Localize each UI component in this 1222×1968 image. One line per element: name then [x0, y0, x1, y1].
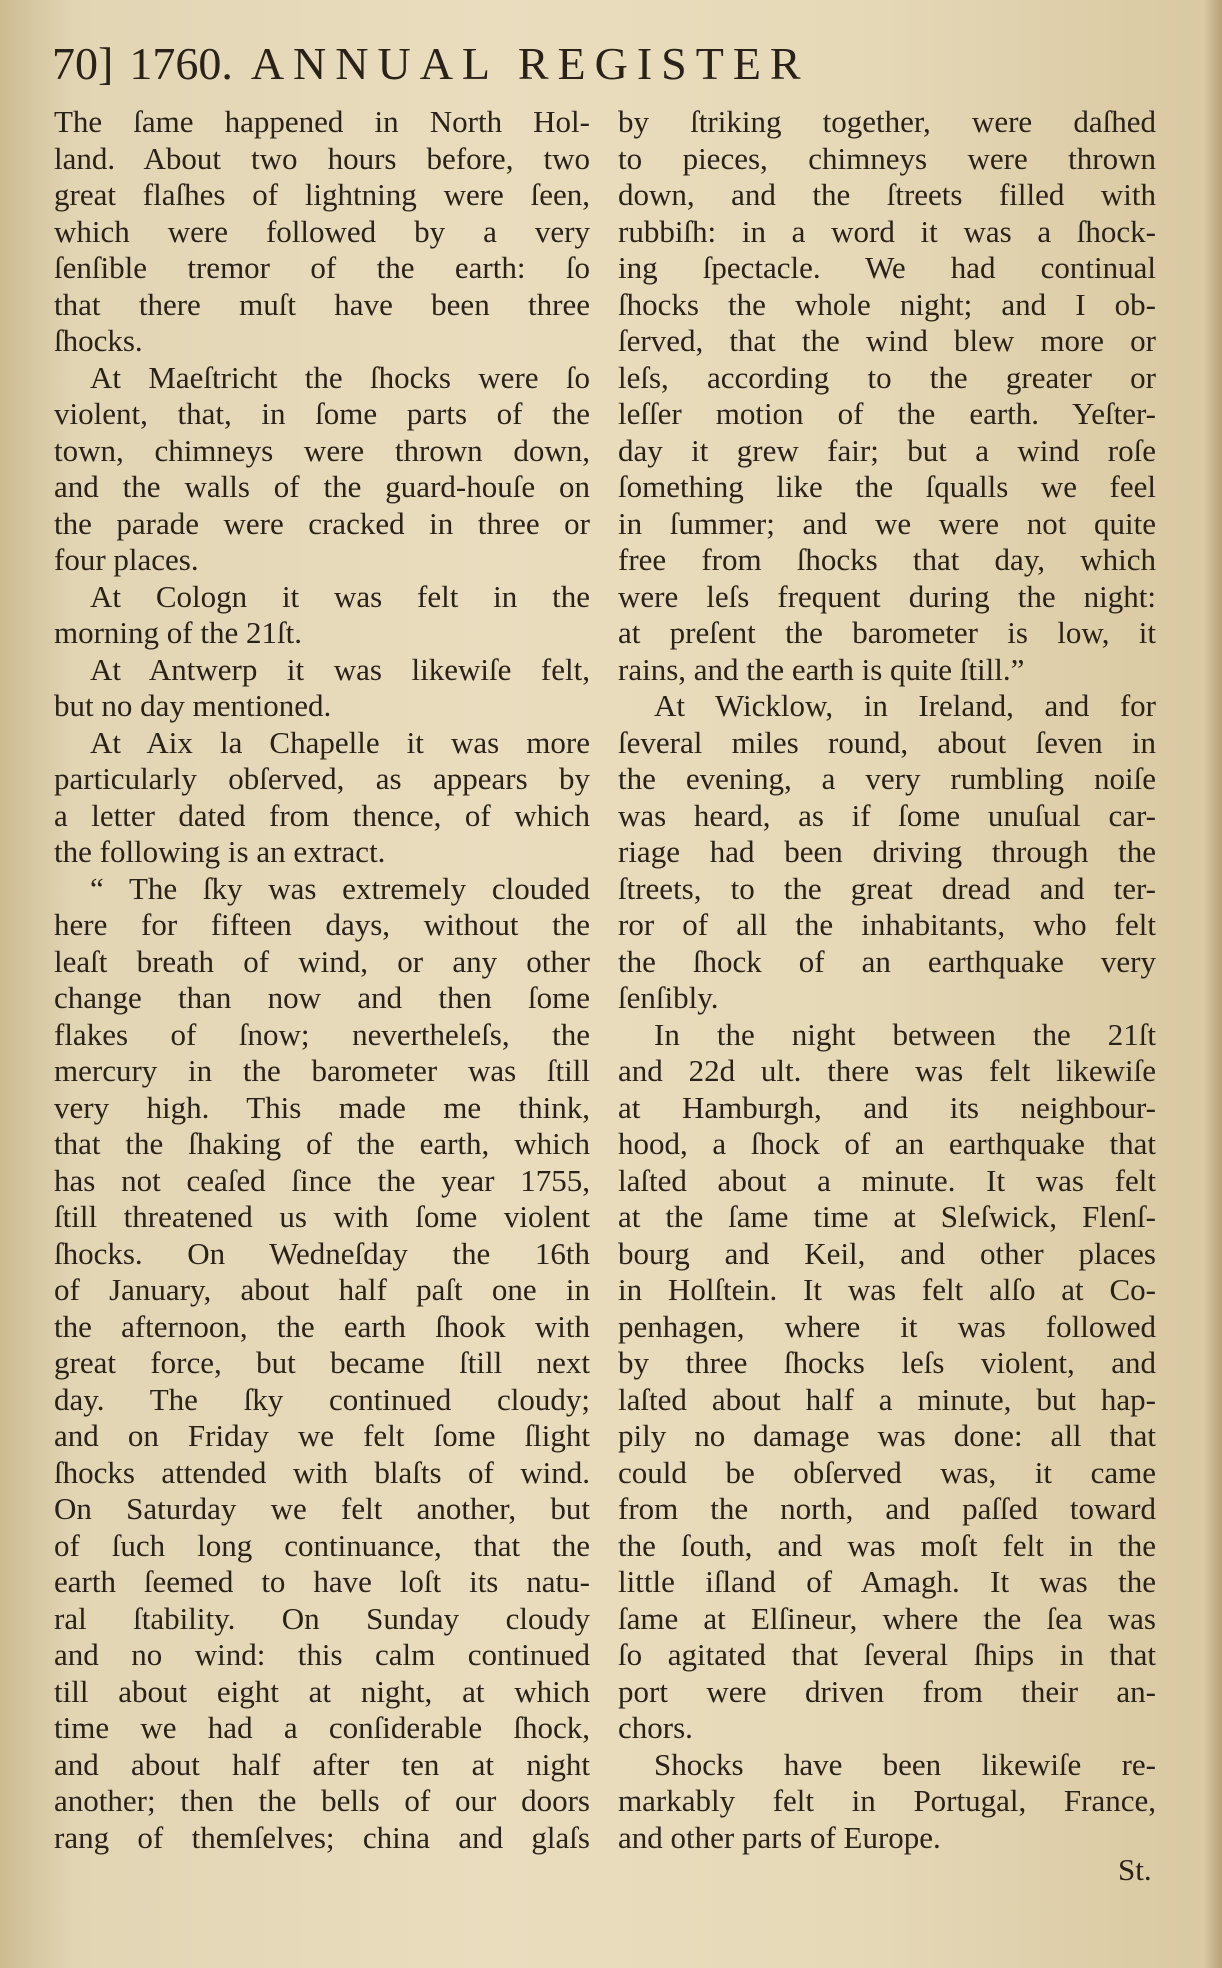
text-line: mercury in the barometer was ſtill	[54, 1053, 590, 1088]
page-number: 70]	[52, 38, 114, 89]
text-line: port were driven from their an-	[618, 1673, 1156, 1709]
text-line: ſhocks attended with blaſts of wind.	[54, 1454, 590, 1490]
text-line: rubbiſh: in a word it was a ſhock-	[618, 213, 1156, 249]
text-line: hood, a ſhock of an earthquake that	[618, 1126, 1156, 1161]
header-title: ANNUAL REGISTER	[250, 38, 810, 89]
text-line: At Antwerp it was likewiſe felt,	[90, 651, 590, 687]
text-line: down, and the ſtreets filled with	[618, 177, 1156, 212]
text-line: of January, about half paſt one in	[54, 1272, 590, 1307]
text-line: great flaſhes of lightning were ſeen,	[54, 177, 590, 212]
text-line: At Aix la Chapelle it was more	[90, 724, 590, 760]
text-line: change than now and then ſome	[54, 980, 590, 1015]
header-year: 1760.	[129, 38, 233, 89]
text-line: ſenſible tremor of the earth: ſo	[54, 250, 590, 285]
text-line: great force, but became ſtill next	[54, 1345, 590, 1380]
text-line: rains, and the earth is quite ſtill.”	[618, 651, 1025, 687]
text-line: leſs, according to the greater or	[618, 359, 1156, 395]
text-line: bourg and Keil, and other places	[618, 1235, 1156, 1271]
text-line: at preſent the barometer is low, it	[618, 615, 1156, 650]
text-line: that the ſhaking of the earth, which	[54, 1126, 590, 1161]
text-line: penhagen, where it was followed	[618, 1308, 1156, 1344]
text-line: On Saturday we felt another, but	[54, 1491, 590, 1526]
text-line: and no wind: this calm continued	[54, 1637, 590, 1672]
text-line: a letter dated from thence, of which	[54, 797, 590, 833]
text-line: flakes of ſnow; nevertheleſs, the	[54, 1016, 590, 1052]
text-line: ſtreets, to the great dread and ter-	[618, 870, 1156, 906]
text-line: of ſuch long continuance, that the	[54, 1527, 590, 1563]
text-line: four places.	[54, 542, 199, 577]
text-line: the afternoon, the earth ſhook with	[54, 1308, 590, 1344]
text-line: little iſland of Amagh. It was the	[618, 1564, 1156, 1599]
page-edge-shadow	[1204, 0, 1222, 1968]
text-line: very high. This made me think,	[54, 1089, 590, 1125]
text-line: ſhocks the whole night; and I ob-	[618, 286, 1156, 322]
text-line: was heard, as if ſome unuſual car-	[618, 797, 1156, 833]
text-line: At Cologn it was felt in the	[90, 578, 590, 614]
text-line: earth ſeemed to have loſt its natu-	[54, 1564, 590, 1599]
text-line: and 22d ult. there was felt likewiſe	[618, 1053, 1156, 1088]
text-line: The ſame happened in North Hol-	[54, 104, 590, 139]
text-line: that there muſt have been three	[54, 286, 590, 322]
catchword: St.	[1118, 1852, 1152, 1887]
text-line: chors.	[618, 1710, 693, 1745]
text-line: Shocks have been likewiſe re-	[654, 1746, 1156, 1782]
text-line: ſhocks. On Wedneſday the 16th	[54, 1235, 590, 1271]
text-line: At Wicklow, in Ireland, and for	[654, 688, 1156, 723]
text-line: At Maeſtricht the ſhocks were ſo	[90, 359, 590, 395]
text-line: leſſer motion of the earth. Yeſter-	[618, 396, 1156, 431]
text-line: and on Friday we felt ſome ſlight	[54, 1418, 590, 1453]
text-line: the evening, a very rumbling noiſe	[618, 761, 1156, 796]
text-line: the parade were cracked in three or	[54, 505, 590, 541]
text-line: the ſhock of an earthquake very	[618, 943, 1156, 979]
text-line: ing ſpectacle. We had continual	[618, 250, 1156, 285]
right-text-column	[618, 104, 1156, 1904]
text-line: violent, that, in ſome parts of the	[54, 396, 590, 431]
text-line: here for fifteen days, without the	[54, 907, 590, 942]
text-line: were leſs frequent during the night:	[618, 578, 1156, 614]
text-line: time we had a conſiderable ſhock,	[54, 1710, 590, 1745]
text-line: in ſummer; and we were not quite	[618, 505, 1156, 541]
text-line: day it grew fair; but a wind roſe	[618, 432, 1156, 468]
text-line: and the walls of the guard-houſe on	[54, 469, 590, 504]
text-line: ſomething like the ſqualls we feel	[618, 469, 1156, 504]
text-line: particularly obſerved, as appears by	[54, 761, 590, 796]
text-line: ſo agitated that ſeveral ſhips in that	[618, 1637, 1156, 1672]
text-line: till about eight at night, at which	[54, 1673, 590, 1709]
text-line: ror of all the inhabitants, who felt	[618, 907, 1156, 942]
text-line: day. The ſky continued cloudy;	[54, 1381, 590, 1417]
text-line: free from ſhocks that day, which	[618, 542, 1156, 577]
text-line: the ſouth, and was moſt felt in the	[618, 1527, 1156, 1563]
text-line: ſenſibly.	[618, 980, 719, 1015]
text-line: ſtill threatened us with ſome violent	[54, 1199, 590, 1234]
text-line: morning of the 21ſt.	[54, 615, 302, 650]
text-line: markably felt in Portugal, France,	[618, 1783, 1156, 1818]
text-line: In the night between the 21ſt	[654, 1016, 1156, 1052]
text-line: at the ſame time at Sleſwick, Flenſ-	[618, 1199, 1156, 1234]
text-line: “ The ſky was extremely clouded	[90, 870, 590, 906]
left-text-column	[54, 104, 590, 1904]
text-line: at Hamburgh, and its neighbour-	[618, 1089, 1156, 1125]
text-line: by three ſhocks leſs violent, and	[618, 1345, 1156, 1380]
text-line: another; then the bells of our doors	[54, 1783, 590, 1818]
text-line: rang of themſelves; china and glaſs	[54, 1819, 590, 1855]
text-line: town, chimneys were thrown down,	[54, 432, 590, 468]
text-line: to pieces, chimneys were thrown	[618, 140, 1156, 176]
text-line: land. About two hours before, two	[54, 140, 590, 176]
text-line: and other parts of Europe.	[618, 1819, 941, 1855]
text-line: which were followed by a very	[54, 213, 590, 249]
text-line: ſame at Elſineur, where the ſea was	[618, 1600, 1156, 1636]
text-line: laſted about half a minute, but hap-	[618, 1381, 1156, 1417]
text-line: from the north, and paſſed toward	[618, 1491, 1156, 1526]
text-line: ral ſtability. On Sunday cloudy	[54, 1600, 590, 1636]
running-header	[52, 34, 1152, 94]
text-line: ſhocks.	[54, 323, 143, 358]
text-line: laſted about a minute. It was felt	[618, 1162, 1156, 1198]
text-line: riage had been driving through the	[618, 834, 1156, 869]
text-line: in Holſtein. It was felt alſo at Co-	[618, 1272, 1156, 1307]
text-line: could be obſerved was, it came	[618, 1454, 1156, 1490]
text-line: leaſt breath of wind, or any other	[54, 943, 590, 979]
text-line: and about half after ten at night	[54, 1746, 590, 1782]
text-line: has not ceaſed ſince the year 1755,	[54, 1162, 590, 1198]
text-line: ſeveral miles round, about ſeven in	[618, 724, 1156, 760]
text-line: pily no damage was done: all that	[618, 1418, 1156, 1453]
text-line: the following is an extract.	[54, 834, 386, 869]
text-line: ſerved, that the wind blew more or	[618, 323, 1156, 358]
text-line: by ſtriking together, were daſhed	[618, 104, 1156, 139]
text-line: but no day mentioned.	[54, 688, 332, 723]
